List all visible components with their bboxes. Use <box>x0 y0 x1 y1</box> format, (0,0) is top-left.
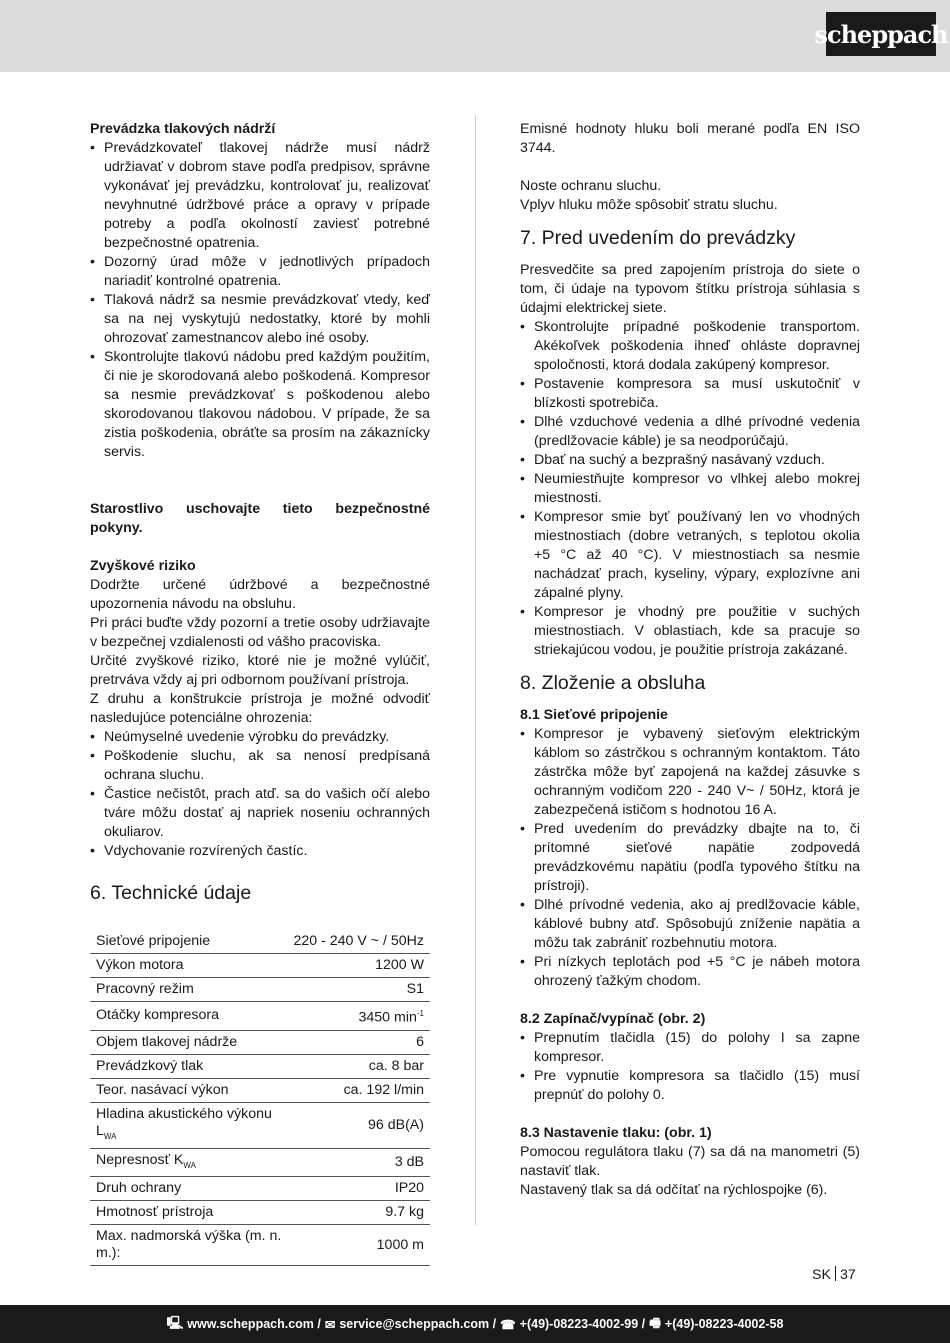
row-value: ca. 192 l/min <box>287 1078 430 1102</box>
list-item: • Dbať na suchý a bezprašný nasávaný vzduch. <box>520 451 860 470</box>
paragraph: Pomocou regulátora tlaku (7) sa dá na manometri (5) nastaviť tlak. <box>520 1144 860 1179</box>
paragraph: Presvedčite sa pred zapojením prístroja do siete o tom, či údaje na typovom štítku prístroja súhlasia s údajmi elektrickej siete. <box>520 262 860 316</box>
fax-icon: 🖷 <box>649 1315 661 1330</box>
row-value: ca. 8 bar <box>287 1054 430 1078</box>
row-value: S1 <box>287 978 430 1002</box>
list-item: • Vdychovanie rozvírených častíc. <box>90 842 430 861</box>
left-column <box>90 120 430 1266</box>
email-link[interactable]: service@scheppach.com / <box>339 1317 497 1331</box>
label-subscript: WA <box>103 1131 117 1141</box>
table-row <box>90 1148 430 1177</box>
row-label: Výkon motora <box>90 954 287 978</box>
list-item: • Kompresor je vybavený sieťovým elektrickým káblom so zástrčkou s ochranným kontaktom. Táto zástrčka môže byť zapojená na každej zásuvke s ochranným vodičom 220 - 240 V~ / 50Hz, ktorá je zabezpečená ističom s hodnotou 16 A. <box>520 725 860 820</box>
list-item: • Kompresor smie byť používaný len vo vhodných miestnostiach (dobre vetraných, s teplotou okolia +5 °C až 40 °C). V miestnostiach sa nesmie nachádzať prach, kyseliny, výpary, explozívne ani zápalné plyny. <box>520 508 860 603</box>
section-title-pressure-tanks: Prevádzka tlakových nádrží <box>90 121 276 137</box>
row-value <box>287 1002 430 1031</box>
table-row <box>90 1225 430 1266</box>
list-item: • Neumiestňujte kompresor vo vlhkej alebo mokrej miestnosti. <box>520 470 860 508</box>
table-row <box>90 1002 430 1031</box>
row-label: Prevádzkový tlak <box>90 1054 287 1078</box>
technical-data-table <box>90 930 430 1266</box>
phone-icon: ☎ <box>500 1317 516 1332</box>
brand-logo: scheppach <box>826 12 936 56</box>
row-value: 1200 W <box>287 954 430 978</box>
footer-bar <box>0 1305 950 1343</box>
before-operation-list <box>520 318 860 660</box>
row-label: Sieťové pripojenie <box>90 930 287 954</box>
table-row <box>90 1030 430 1054</box>
row-label: Pracovný režim <box>90 978 287 1002</box>
list-item: • Tlaková nádrž sa nesmie prevádzkovať vtedy, keď sa na nej vyskytujú nedostatky, ktoré by mohli ohrozovať zamestnancov alebo iné osoby. <box>90 291 430 348</box>
row-label: Max. nadmorská výška (m. n. m.): <box>90 1225 287 1266</box>
row-value: 9.7 kg <box>287 1201 430 1225</box>
row-label: Hmotnosť prístroja <box>90 1201 287 1225</box>
paragraph: Vplyv hluku môže spôsobiť stratu sluchu. <box>520 197 778 213</box>
hazard-list <box>90 728 430 861</box>
row-value: IP20 <box>287 1177 430 1201</box>
row-value: 96 dB(A) <box>287 1102 430 1148</box>
paragraph: Dodržte určené údržbové a bezpečnostné upozornenia návodu na obsluhu. <box>90 577 430 612</box>
paragraph: Určité zvyškové riziko, ktoré nie je možné vylúčiť, pretrváva vždy aj pri odbornom používaní prístroja. <box>90 653 430 688</box>
list-item: • Skontrolujte tlakovú nádobu pred každým použitím, či nie je skorodovaná alebo poškodená. Kompresor sa nesmie prevádzkovať s poškodenou alebo skorodovanou tlakovou nádobou. V prípade, že sa zistia poškodenia, obráťte sa prosím na zákaznícky servis. <box>90 348 430 462</box>
pressure-tank-list <box>90 139 430 462</box>
table-row <box>90 1054 430 1078</box>
header-bar <box>0 0 950 72</box>
row-label <box>90 1148 287 1177</box>
website-link[interactable]: www.scheppach.com / <box>187 1317 321 1331</box>
row-value: 220 - 240 V ~ / 50Hz <box>287 930 430 954</box>
paragraph: Z druhu a konštrukcie prístroja je možné odvodiť nasledujúce potenciálne ohrozenia: <box>90 691 430 726</box>
list-item: • Častice nečistôt, prach atď. sa do vašich očí alebo tváre môžu dostať aj napriek noseniu ochranných okuliarov. <box>90 785 430 842</box>
section-title-residual-risk: Zvyškové riziko <box>90 558 196 574</box>
keep-instructions-note: Starostlivo uschovajte tieto bezpečnostné pokyny. <box>90 501 430 536</box>
value-superscript: -1 <box>416 1009 424 1018</box>
mail-icon: ✉ <box>324 1317 336 1332</box>
value-text: 3450 min <box>358 1009 417 1026</box>
row-label <box>90 1102 287 1148</box>
row-value: 6 <box>287 1030 430 1054</box>
list-item: • Dozorný úrad môže v jednotlivých prípadoch nariadiť kontrolné opatrenia. <box>90 253 430 291</box>
subsection-title-switch: 8.2 Zapínač/vypínač (obr. 2) <box>520 1011 706 1027</box>
list-item: • Prevádzkovateľ tlakovej nádrže musí nádrž udržiavať v dobrom stave podľa predpisov, správne vykonávať jej prevádzku, kontrolovať ju, realizovať nevyhnutné údržbové práce a opravy v prípade potreby a podľa okolností zaviesť potrebné bezpečnostné opatrenia. <box>90 139 430 253</box>
paragraph: Pri práci buďte vždy pozorní a tretie osoby udržiavajte v bezpečnej vzdialenosti od vášho pracoviska. <box>90 615 430 650</box>
subsection-title-pressure: 8.3 Nastavenie tlaku: (obr. 1) <box>520 1125 712 1141</box>
row-label: Teor. nasávací výkon <box>90 1078 287 1102</box>
computer-icon: 🖳 <box>166 1315 184 1330</box>
column-divider <box>475 115 476 1225</box>
list-item: • Kompresor je vhodný pre použitie v suchých miestnostiach. V oblastiach, kde sa pracuje so striekajúcou vodou, je použitie prístroja zakázané. <box>520 603 860 660</box>
list-item: • Pri nízkych teplotách pod +5 °C je nábeh motora ohrozený ťažkým chodom. <box>520 953 860 991</box>
list-item: • Dlhé prívodné vedenia, ako aj predlžovacie káble, káblové bubny atď. Spôsobujú zníženie napätia a môžu tak zabrániť rozbehnutiu motora. <box>520 896 860 953</box>
row-value: 1000 m <box>287 1225 430 1266</box>
table-row <box>90 930 430 954</box>
row-label: Otáčky kompresora <box>90 1002 287 1031</box>
page-number <box>812 1266 856 1283</box>
section-heading-technical-data: 6. Technické údaje <box>90 882 252 904</box>
table-row <box>90 1201 430 1225</box>
table-row <box>90 954 430 978</box>
right-column <box>520 120 860 1200</box>
label-text: Hladina akustického výkonu L <box>96 1105 272 1139</box>
list-item: • Neúmyselné uvedenie výrobku do prevádzky. <box>90 728 430 747</box>
phone-number: +(49)-08223-4002-99 / <box>519 1317 646 1331</box>
language-code: SK <box>812 1267 831 1283</box>
table-row <box>90 1078 430 1102</box>
label-text: Nepresnosť K <box>96 1151 184 1168</box>
table-row <box>90 978 430 1002</box>
list-item: • Skontrolujte prípadné poškodenie transportom. Akékoľvek poškodenia ihneď ohláste dopravnej spoločnosti, ktorá dodala zakúpený kompresor. <box>520 318 860 375</box>
paragraph: Nastavený tlak sa dá odčítať na rýchlospojke (6). <box>520 1182 828 1198</box>
table-row <box>90 1177 430 1201</box>
row-label: Objem tlakovej nádrže <box>90 1030 287 1054</box>
mains-connection-list <box>520 725 860 991</box>
fax-number: +(49)-08223-4002-58 <box>664 1317 784 1331</box>
paragraph: Emisné hodnoty hluku boli merané podľa EN ISO 3744. <box>520 121 860 156</box>
switch-list <box>520 1029 860 1105</box>
label-subscript: WA <box>183 1160 196 1170</box>
section-heading-assembly: 8. Zloženie a obsluha <box>520 672 706 694</box>
section-heading-before-operation: 7. Pred uvedením do prevádzky <box>520 227 796 249</box>
row-value: 3 dB <box>287 1148 430 1177</box>
list-item: • Dlhé vzduchové vedenia a dlhé prívodné vedenia (predlžovacie káble) je sa neodporúčajú. <box>520 413 860 451</box>
list-item: • Pre vypnutie kompresora sa tlačidlo (15) musí prepnúť do polohy 0. <box>520 1067 860 1105</box>
subsection-title-mains: 8.1 Sieťové pripojenie <box>520 707 668 723</box>
list-item: • Postavenie kompresora sa musí uskutočniť v blízkosti spotrebiča. <box>520 375 860 413</box>
list-item: • Prepnutím tlačidla (15) do polohy I sa zapne kompresor. <box>520 1029 860 1067</box>
row-label: Druh ochrany <box>90 1177 287 1201</box>
list-item: • Pred uvedením do prevádzky dbajte na to, či prítomné sieťové napätie zodpovedá prevádzkovému napätiu (podľa typového štítku na prístroji). <box>520 820 860 896</box>
table-row <box>90 1102 430 1148</box>
list-item: • Poškodenie sluchu, ak sa nenosí predpísaná ochrana sluchu. <box>90 747 430 785</box>
paragraph: Noste ochranu sluchu. <box>520 178 662 194</box>
page-number-value: 37 <box>839 1267 856 1283</box>
